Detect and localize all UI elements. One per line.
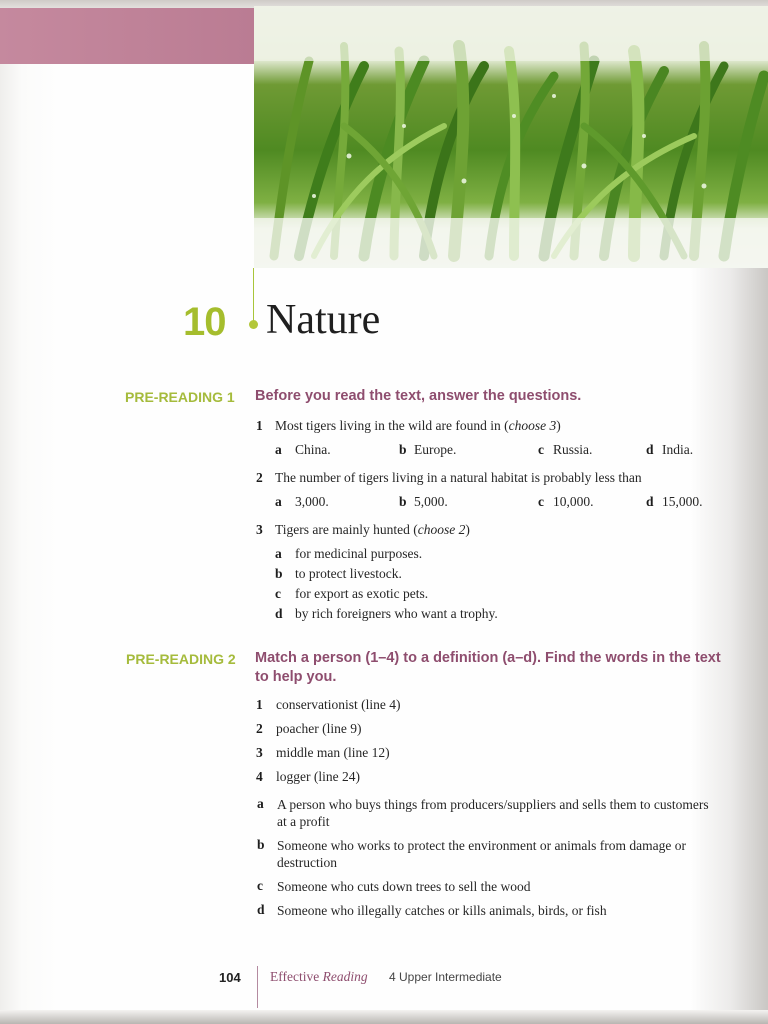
question-text: Most tigers living in the wild are found in (choose 3)	[275, 418, 561, 433]
person-number: 1	[256, 697, 263, 712]
book-level: 4 Upper Intermediate	[389, 970, 502, 984]
option-letter: c	[538, 442, 544, 457]
option-text: to protect livestock.	[295, 566, 402, 581]
definition-letter: b	[257, 837, 265, 852]
person-text: logger (line 24)	[276, 769, 360, 784]
footer-divider	[257, 966, 258, 1008]
header-color-band	[0, 8, 254, 64]
chapter-bullet-dot	[249, 320, 258, 329]
option-letter: d	[275, 606, 283, 621]
option-text: 5,000.	[414, 494, 448, 509]
pre-reading-2-heading: Match a person (1–4) to a definition (a–d). Find the words in the text to help you.	[255, 650, 721, 685]
option-letter: a	[275, 442, 282, 457]
book-title: Effective Reading	[270, 969, 368, 984]
option-letter: b	[399, 494, 407, 509]
person-text: conservationist (line 4)	[276, 697, 401, 712]
chapter-title: Nature	[266, 297, 381, 343]
option-text: China.	[295, 442, 331, 457]
question-text: The number of tigers living in a natural habitat is probably less than	[275, 470, 642, 485]
definition-text: Someone who works to protect the environment or animals from damage or destruction	[277, 838, 687, 870]
option-letter: d	[646, 442, 654, 457]
person-text: poacher (line 9)	[276, 721, 362, 736]
definition-letter: c	[257, 878, 263, 893]
option-text: for export as exotic pets.	[295, 586, 429, 601]
option-letter: b	[399, 442, 407, 457]
option-text: 15,000.	[662, 494, 703, 509]
question-number: 3	[256, 522, 263, 537]
person-number: 2	[256, 721, 263, 736]
chapter-number: 10	[183, 300, 226, 344]
option-letter: d	[646, 494, 654, 509]
question-number: 2	[256, 470, 263, 485]
option-letter: c	[275, 586, 281, 601]
pre-reading-1-heading: Before you read the text, answer the questions.	[255, 388, 582, 404]
pre-reading-1-label: PRE-READING 1	[125, 389, 235, 405]
option-letter: a	[275, 494, 282, 509]
question-number: 1	[256, 418, 263, 433]
grass-photo	[254, 6, 768, 268]
page-bottom-edge	[0, 1010, 768, 1024]
pre-reading-2-label: PRE-READING 2	[126, 651, 236, 667]
option-text: 10,000.	[553, 494, 594, 509]
option-text: Russia.	[553, 442, 593, 457]
option-text: 3,000.	[295, 494, 329, 509]
definition-text: Someone who cuts down trees to sell the wood	[277, 879, 531, 894]
person-number: 4	[256, 769, 263, 784]
grass-blades-image	[254, 6, 768, 268]
definition-letter: a	[257, 796, 264, 811]
option-text: Europe.	[414, 442, 457, 457]
definition-text: Someone who illegally catches or kills animals, birds, or fish	[277, 903, 607, 918]
option-letter: c	[538, 494, 544, 509]
definition-letter: d	[257, 902, 265, 917]
chapter-divider-line	[253, 268, 254, 324]
person-text: middle man (line 12)	[276, 745, 390, 760]
question-text: Tigers are mainly hunted (choose 2)	[275, 522, 470, 537]
option-text: India.	[662, 442, 694, 457]
option-text: by rich foreigners who want a trophy.	[295, 606, 498, 621]
page-number: 104	[219, 970, 241, 985]
option-letter: b	[275, 566, 283, 581]
person-number: 3	[256, 745, 263, 760]
option-letter: a	[275, 546, 282, 561]
definition-text: A person who buys things from producers/suppliers and sells them to customers at a profit	[277, 797, 709, 829]
option-text: for medicinal purposes.	[295, 546, 423, 561]
